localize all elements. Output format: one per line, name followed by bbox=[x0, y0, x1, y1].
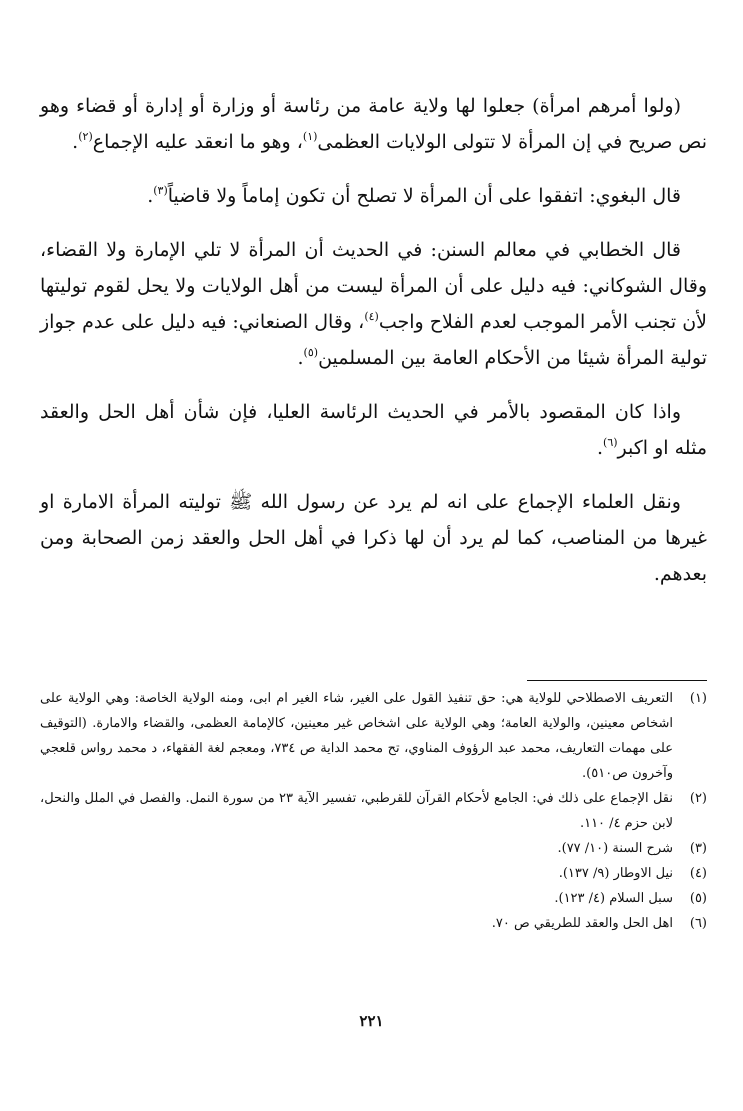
footnote-ref: (٣) bbox=[153, 184, 168, 197]
text-run: ونقل العلماء الإجماع على انه لم يرد عن رسول الله ﷺ توليته المرأة الامارة او غيرها من المناصب، كما لم يرد أن لها ذكرا في أهل الحل والعقد زمن الصحابة ومن بعدهم. bbox=[40, 491, 707, 585]
paragraph-2 bbox=[40, 178, 707, 214]
footnote-number: (٤) bbox=[689, 866, 707, 881]
footnote-text: سبل السلام (٤/ ١٢٣). bbox=[554, 891, 673, 906]
footnote-text: التعريف الاصطلاحي للولاية هي: حق تنفيذ القول على الغير، شاء الغير ام ابى، ومنه الولاية الخاصة: وهي الولاية على اشخاص معينين، والولاية العامة؛ وهي الولاية على اشخاص غير معينين، كالإمامة العظمى، والقضاء والامارة. (التوقيف على مهمات التعاريف، محمد عبد الرؤوف المناوي، تح محمد الداية ص ٧٣٤، ومعجم لغة الفقهاء، د محمد رواس قلعجي وآخرون ص٥١٠). bbox=[40, 691, 673, 781]
text-run: (ولوا أمرهم امرأة) جعلوا لها ولاية عامة من رئاسة أو وزارة أو إدارة أو قضاء وهو نص صريح في إن المرأة لا تتولى الولايات العظمى bbox=[40, 95, 707, 153]
paragraph-4 bbox=[40, 394, 707, 466]
footnote-2 bbox=[40, 786, 707, 836]
footnote-ref: (٦) bbox=[603, 436, 618, 449]
footnote-ref: (١) bbox=[302, 130, 318, 143]
footnote-number: (٥) bbox=[689, 891, 707, 906]
footnote-number: (٢) bbox=[689, 791, 707, 806]
paragraph-5 bbox=[40, 484, 707, 592]
footnote-4 bbox=[40, 861, 707, 886]
text-run: . bbox=[297, 347, 304, 369]
footnote-ref: (٥) bbox=[303, 346, 319, 359]
footnote-number: (١) bbox=[689, 691, 707, 706]
footnote-text: نقل الإجماع على ذلك في: الجامع لأحكام القرآن للقرطبي، تفسير الآية ٢٣ من سورة النمل. والفصل في الملل والنحل، لابن حزم ٤/ ١١٠. bbox=[40, 791, 673, 831]
text-run: . bbox=[72, 131, 79, 153]
text-run: . bbox=[596, 437, 604, 459]
footnote-3 bbox=[40, 836, 707, 861]
footnote-text: اهل الحل والعقد للطريقي ص ٧٠. bbox=[491, 916, 673, 931]
footnote-1 bbox=[40, 686, 707, 786]
footnote-ref: (٤) bbox=[364, 310, 379, 323]
footnote-6 bbox=[40, 911, 707, 936]
footnote-5 bbox=[40, 886, 707, 911]
text-run: واذا كان المقصود بالأمر في الحديث الرئاسة العليا، فإن شأن أهل الحل والعقد مثله او اكبر bbox=[40, 401, 707, 459]
footnote-separator bbox=[527, 680, 707, 681]
footnote-number: (٦) bbox=[689, 916, 707, 931]
text-run: قال البغوي: اتفقوا على أن المرأة لا تصلح أن تكون إماماً ولا قاضياً bbox=[167, 185, 681, 207]
footnote-ref: (٢) bbox=[78, 130, 93, 143]
footnote-text: نيل الاوطار (٩/ ١٣٧). bbox=[558, 866, 673, 881]
text-run: ، وقال الصنعاني: فيه دليل على عدم جواز تولية المرأة شيئا من الأحكام العامة بين المسلمين bbox=[40, 311, 707, 369]
text-run: . bbox=[147, 185, 154, 207]
paragraph-3 bbox=[40, 232, 707, 376]
footnote-text: شرح السنة (١٠/ ٧٧). bbox=[557, 841, 673, 856]
footnotes bbox=[40, 686, 707, 936]
main-text bbox=[40, 88, 707, 610]
paragraph-1 bbox=[40, 88, 707, 160]
text-run: قال الخطابي في معالم السنن: في الحديث أن المرأة لا تلي الإمارة ولا القضاء، وقال الشوكاني: فيه دليل على أن المرأة ليست من أهل الولايات ولا يحل لقوم توليتها لأن تجنب الأمر الموجب لعدم الفلاح واجب bbox=[40, 239, 708, 333]
page-number: ٢٢١ bbox=[359, 1012, 384, 1030]
text-run: ، وهو ما انعقد عليه الإجماع bbox=[92, 131, 303, 153]
footnote-number: (٣) bbox=[689, 841, 707, 856]
